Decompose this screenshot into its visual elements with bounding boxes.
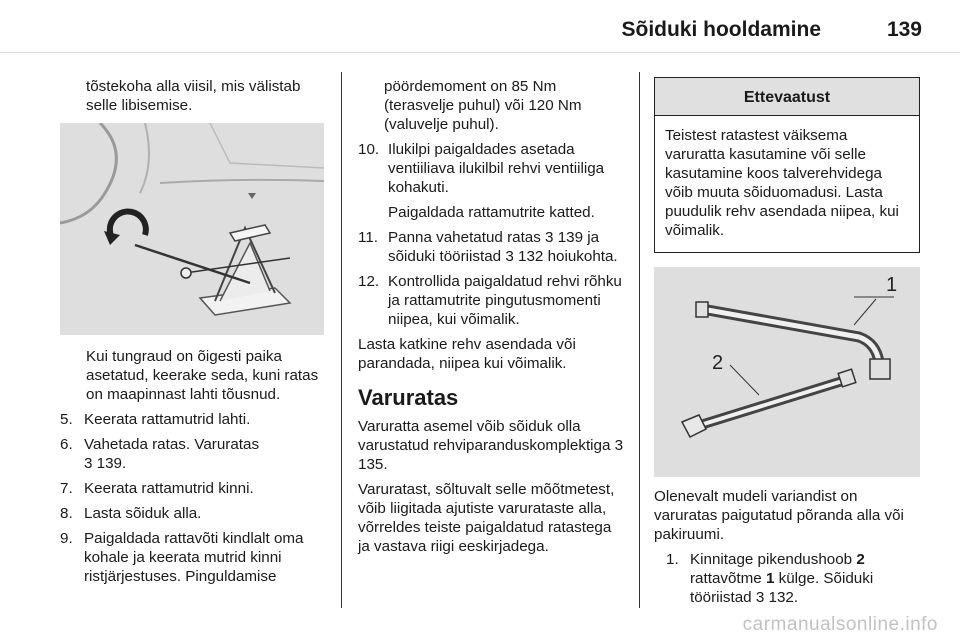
item-text: Kontrollida paigaldatud rehvi rõhku ja rattamutrite pingutusmomenti niipea, kui võimalik. [388, 273, 622, 328]
item-text [84, 435, 326, 473]
column-3 [654, 77, 920, 613]
list-item [60, 410, 326, 429]
column-separator-1 [341, 72, 342, 608]
list-item [358, 228, 626, 266]
spare-location-text: Olenevalt mudeli variandist on varuratas paigutatud põranda alla või pakiruumi. [654, 488, 904, 543]
item-text: Paigaldada rattavõti kindlalt oma kohale ja keerata mutrid kinni ristjärjestuses. Pinguldamise [84, 530, 304, 585]
section-text-1: Varuratta asemel võib sõiduk olla varustatud rehviparanduskomplektiga 3 135. [358, 418, 624, 473]
item-number: 10. [358, 141, 380, 158]
intro-text: tõstekoha alla viisil, mis välistab selle libisemise. [86, 78, 301, 114]
header-rule [0, 52, 960, 53]
jack-illustration [60, 123, 324, 335]
item-number: 1. [666, 551, 679, 568]
list-item [60, 435, 326, 473]
column-separator-2 [639, 72, 640, 608]
item-number: 9. [60, 530, 73, 547]
page-header-title: Sõiduki hooldamine [621, 18, 821, 41]
list-item [654, 550, 920, 607]
column-2 [358, 77, 626, 562]
item-text-part: külge. Sõiduki tööriistad 3 132. [690, 570, 874, 606]
bold-reference: 2 [856, 551, 865, 568]
bold-reference: 1 [765, 570, 775, 587]
watermark: carmanualsonline.info [742, 614, 938, 635]
repair-text: Lasta katkine rehv asendada või parandada, niipea kui võimalik. [358, 336, 576, 372]
section-heading: Varuratas [358, 385, 459, 410]
item-text-part: rattavõtme [690, 570, 766, 587]
caution-text: Teistest ratastest väiksema varuratta kasutamine või selle kasutamine koos talverehvidega võib muuta sõiduomadusi. Lasta puudulik rehv asendada niipea, kui võimalik. [665, 127, 899, 239]
item-text: Ilukilpi paigaldades asetada ventiiliava ilukilbil rehvi ventiiliga kohakuti. [388, 141, 605, 196]
item-number: 7. [60, 480, 73, 497]
list-item [60, 529, 326, 586]
page-number: 139 [886, 18, 922, 41]
caution-title: Ettevaatust [655, 78, 919, 116]
item-subtext: Paigaldada rattamutrite katted. [388, 204, 595, 221]
item-text: Panna vahetatud ratas 3 139 ja sõiduki tööriistad 3 132 hoiukohta. [388, 229, 618, 265]
callout-1: 1 [886, 274, 898, 296]
column-1 [60, 77, 326, 592]
list-item [358, 140, 626, 197]
item-number: 6. [60, 436, 73, 453]
torque-text: pöördemoment on 85 Nm (terasvelje puhul) või 120 Nm (valuvelje puhul). [384, 78, 582, 133]
item-text-part: Kinnitage pikendushoob [690, 551, 857, 568]
list-item [60, 504, 326, 523]
callout-2: 2 [712, 352, 724, 374]
list-item [60, 479, 326, 498]
item-number: 11. [358, 229, 378, 246]
item-number: 8. [60, 505, 73, 522]
item-number: 5. [60, 411, 73, 428]
item-number: 12. [358, 273, 380, 290]
item-text: Keerata rattamutrid kinni. [84, 480, 254, 497]
item-text: Keerata rattamutrid lahti. [84, 411, 251, 428]
page-reference-link[interactable]: 3 139. [84, 455, 127, 472]
item-text: Lasta sõiduk alla. [84, 505, 202, 522]
section-text-2: Varuratast, sõltuvalt selle mõõtmetest, võib liigitada ajutiste varurataste alla, võrreldes teiste paigaldatud ratastega ja vastava riigi eeskirjadega. [358, 481, 615, 555]
wheel-wrench-illustration [654, 267, 920, 477]
item-text [690, 550, 920, 607]
item-text-main: Vahetada ratas. Varuratas [84, 436, 260, 453]
jack-instruction: Kui tungraud on õigesti paika asetatud, keerake seda, kuni ratas on maapinnast lahti tõusnud. [86, 348, 319, 403]
list-item [358, 272, 626, 329]
caution-box [654, 77, 920, 253]
